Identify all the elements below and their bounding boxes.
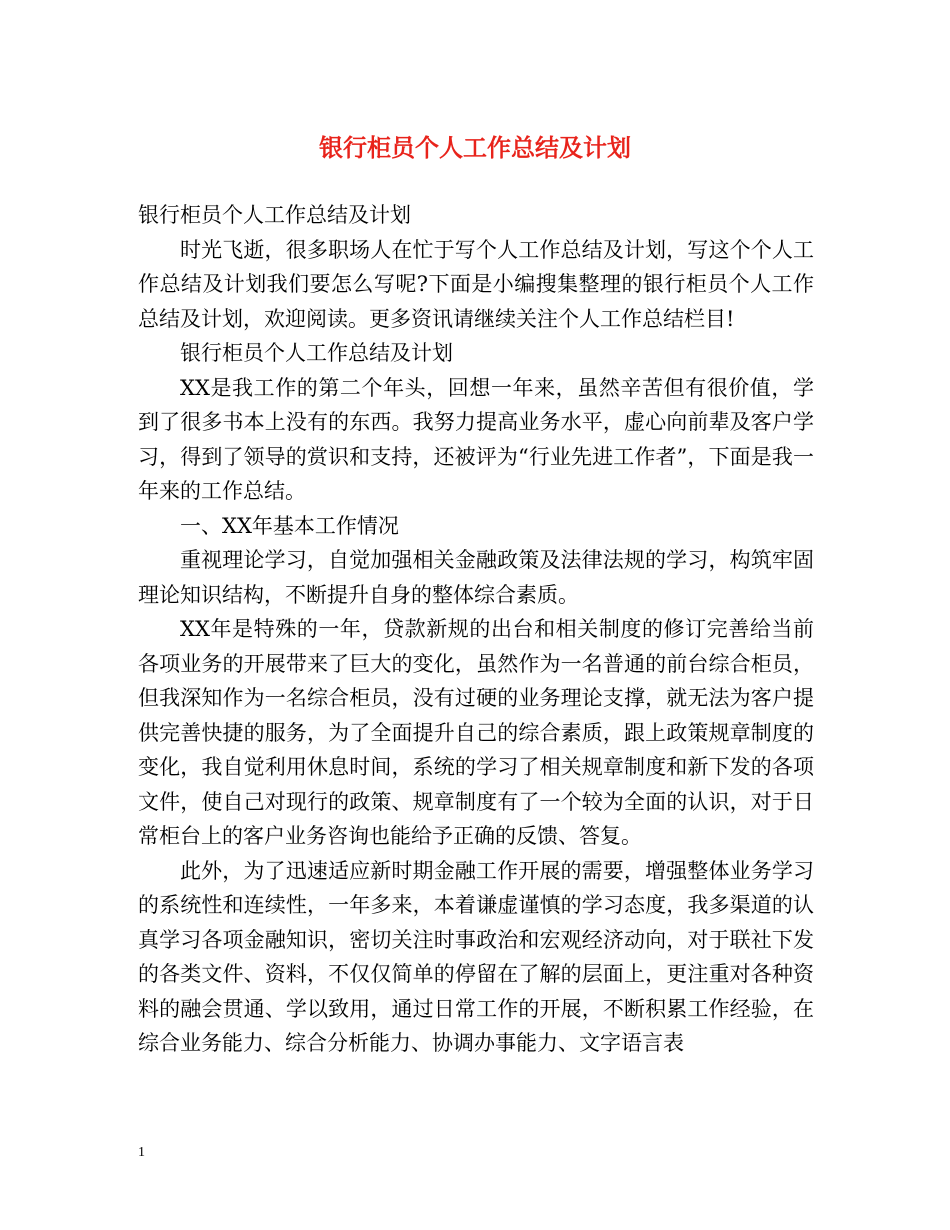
body-paragraph-heading: 银行柜员个人工作总结及计划 [180,341,453,365]
body-paragraph: 时光飞逝，很多职场人在忙于写个人工作总结及计划，写这个个人工作总结及计划我们要怎么写呢?下面是小编搜集整理的银行柜员个人工作总结及计划，欢迎阅读。更多资讯请继续关注个人工作总结栏目! [138,237,814,331]
section-heading: 一、XX年基本工作情况 [180,513,399,538]
body-paragraph-subtitle: 银行柜员个人工作总结及计划 [138,203,411,227]
body-paragraph: 重视理论学习，自觉加强相关金融政策及法律法规的学习，构筑牢固理论知识结构，不断提升自身的整体综合素质。 [138,548,814,607]
document-title: 银行柜员个人工作总结及计划 [319,134,631,162]
body-paragraph: XX是我工作的第二个年头，回想一年来，虽然辛苦但有很价值，学到了很多书本上没有的东西。我努力提高业务水平，虚心向前辈及客户学习，得到了领导的赏识和支持，还被评为“行业先进工作者”，下面是我一年来的工作总结。 [138,375,814,503]
page-number: 1 [138,1145,145,1160]
body-paragraph: XX年是特殊的一年，贷款新规的出台和相关制度的修订完善给当前各项业务的开展带来了巨大的变化，虽然作为一名普通的前台综合柜员，但我深知作为一名综合柜员，没有过硬的业务理论支撑，就无法为客户提供完善快捷的服务，为了全面提升自己的综合素质，跟上政策规章制度的变化，我自觉利用休息时间，系统的学习了相关规章制度和新下发的各项文件，使自己对现行的政策、规章制度有了一个较为全面的认识，对于日常柜台上的客户业务咨询也能给予正确的反馈、答复。 [138,617,814,848]
body-paragraph: 此外，为了迅速适应新时期金融工作开展的需要，增强整体业务学习的系统性和连续性，一年多来，本着谦虚谨慎的学习态度，我多渠道的认真学习各项金融知识，密切关注时事政治和宏观经济动向，对于联社下发的各类文件、资料，不仅仅简单的停留在了解的层面上，更注重对各种资料的融会贯通、学以致用，通过日常工作的开展，不断积累工作经验，在综合业务能力、综合分析能力、协调办事能力、文字语言表 [138,858,814,1055]
document-body [138,198,814,1061]
